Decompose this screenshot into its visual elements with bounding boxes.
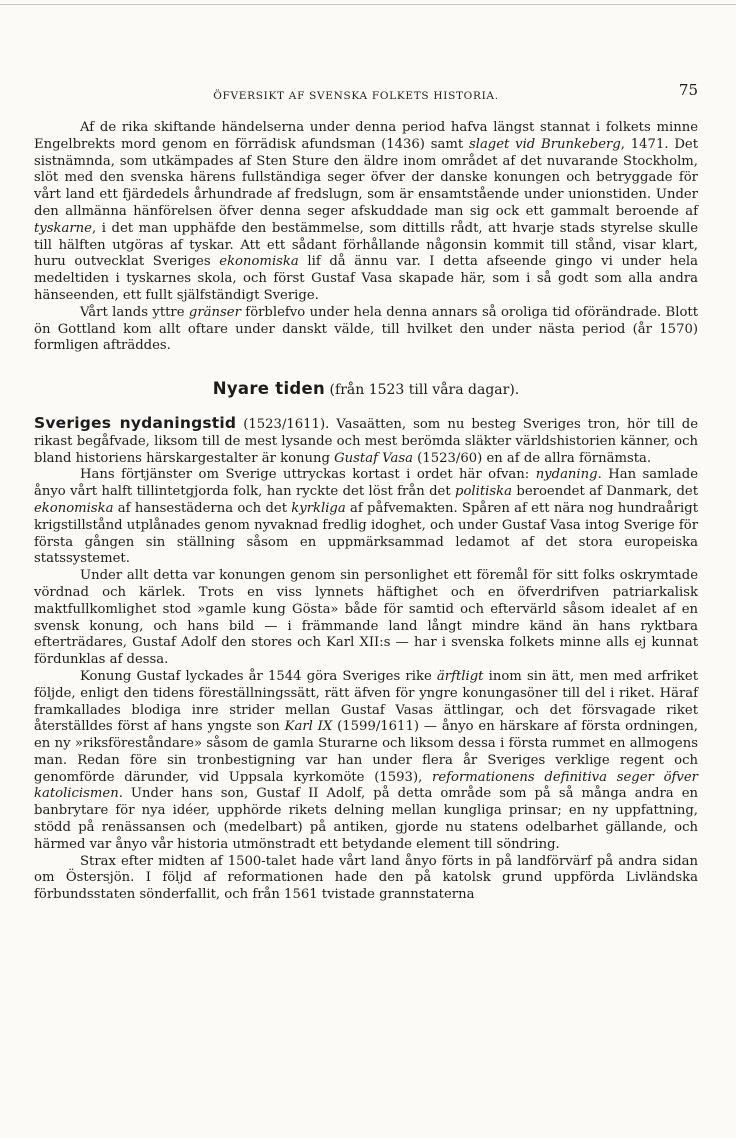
book-page (34, 78, 698, 904)
page-number: 75 (678, 81, 698, 99)
paragraph-fortjanster: Hans förtjänster om Sverige uttryckas kortast i ordet här ofvan: nydaning. Han samlade ånyo vårt halft tillintetgjorda folk, han ryckte det löst från det politiska beroendet af Danmark, det ekonomiska af hansestäderna och det kyrkliga af påfvemakten. Spåren af ett nära nog hundraårigt krigstillstånd utplånades genom nyvaknad fredlig idoghet, och under Gustaf Vasa intog Sverige för första gången sin ställning såsom en uppmärksammad ledamot af det stora europeiska statssystemet. (34, 467, 698, 567)
page-header (34, 78, 698, 106)
running-title: ÖFVERSIKT AF SVENSKA FOLKETS HISTORIA. (213, 90, 499, 102)
paragraph-granser: Vårt lands yttre gränser förblefvo under hela denna annars så oroliga tid oförändrade. Blott ön Gottland kom allt oftare under danskt välde, till hvilket den under nästa period (år 1570) formligen afträddes. (34, 304, 698, 354)
paragraph-arftligt: Konung Gustaf lyckades år 1544 göra Sveriges rike ärftligt inom sin ätt, men med arfriket följde, enligt den tidens föreställningssätt, rätt äfven för yngre konungasöner till del i riket. Häraf framkallades blodiga inre strider mellan Gustaf Vasas ättlingar, och det försvagade riket återställdes först af hans yngste son Karl IX (1599/1611) — ånyo en härskare af första ordningen, en ny »riksföreståndare» såsom de gamla Sturarne och liksom dessa i första rummet en allmogens man. Redan före sin tronbestigning var han under flera år Sveriges verklige regent och genomförde därunder, vid Uppsala kyrkomöte (1593), reformationens definitiva seger öfver katolicismen. Under hans son, Gustaf II Adolf, på detta område som på så många andra en banbrytare för nya idéer, upphörde rikets delning mellan kungliga prinsar; en ny uppfattning, stödd på renässansen och (medelbart) på antiken, gjorde nu statens odelbarhet gällande, och härmed var ånyo vår historia utmönstradt ett betydande element till söndring. (34, 668, 698, 852)
scan-edge-line (0, 4, 736, 5)
paragraph-landforvarf: Strax efter midten af 1500-talet hade vårt land ånyo förts in på landförvärf på andra sidan om Östersjön. I följd af reformationen hade den på katolsk grund uppförda Livländska förbundsstaten sönderfallit, och från 1561 tvistade grannstaterna (34, 853, 698, 903)
paragraph-engelbrekt: Af de rika skiftande händelserna under denna period hafva längst stannat i folkets minne Engelbrekts mord genom en förrädisk afundsman (1436) samt slaget vid Brunkeberg, 1471. Det sistnämnda, som utkämpades af Sten Sture den äldre inom området af det nuvarande Stockholm, slöt med den svenska härens fullständiga seger öfver der danske konungen och betryggade för vårt land ett fjärdedels århundrade af fredslugn, som är ensamtstående under unionstiden. Under den allmänna hänförelsen öfver denna seger afskuddade man sig ock ett gammalt beroende af tyskarne, i det man upphäfde den bestämmelse, som dittills rådt, att hvarje stads styrelse skulle till hälften utgöras af tyskar. Att ett sådant förhållande någonsin kommit till stånd, visar klart, huru outvecklat Sveriges ekonomiska lif då ännu var. I detta afseende gingo vi under hela medeltiden i tyskarnes skola, och först Gustaf Vasa skapade här, som i så godt som alla andra hänseenden, ett fullt själfständigt Sverige. (34, 120, 698, 303)
section-heading: Nyare tiden (från 1523 till våra dagar). (212, 379, 520, 399)
paragraph-nydaningstid: Sveriges nydaningstid (1523/1611). Vasaätten, som nu besteg Sveriges tron, hör till de rikast begåfvade, liksom till de mest lysande och mest berömda släkter världshistorien känner, och bland historiens härskargestalter är konung Gustaf Vasa (1523/60) en af de allra förnämsta. (34, 413, 698, 466)
paragraph-personlighet: Under allt detta var konungen genom sin personlighet ett föremål för sitt folks oskrymtade vördnad och kärlek. Trots en viss lynnets häftighet och en öfverdrifven patriarkalisk maktfullkomlighet stod »gamle kung Gösta» både för samtid och eftervärld såsom idealet af en svensk konung, och hans bild — i främmande land långt mindre känd än hans ryktbara efterträdares, Gustaf Adolf den stores och Karl XII:s — har i svenska folkets minne alls ej kunnat fördunklas af dessa. (34, 568, 698, 668)
